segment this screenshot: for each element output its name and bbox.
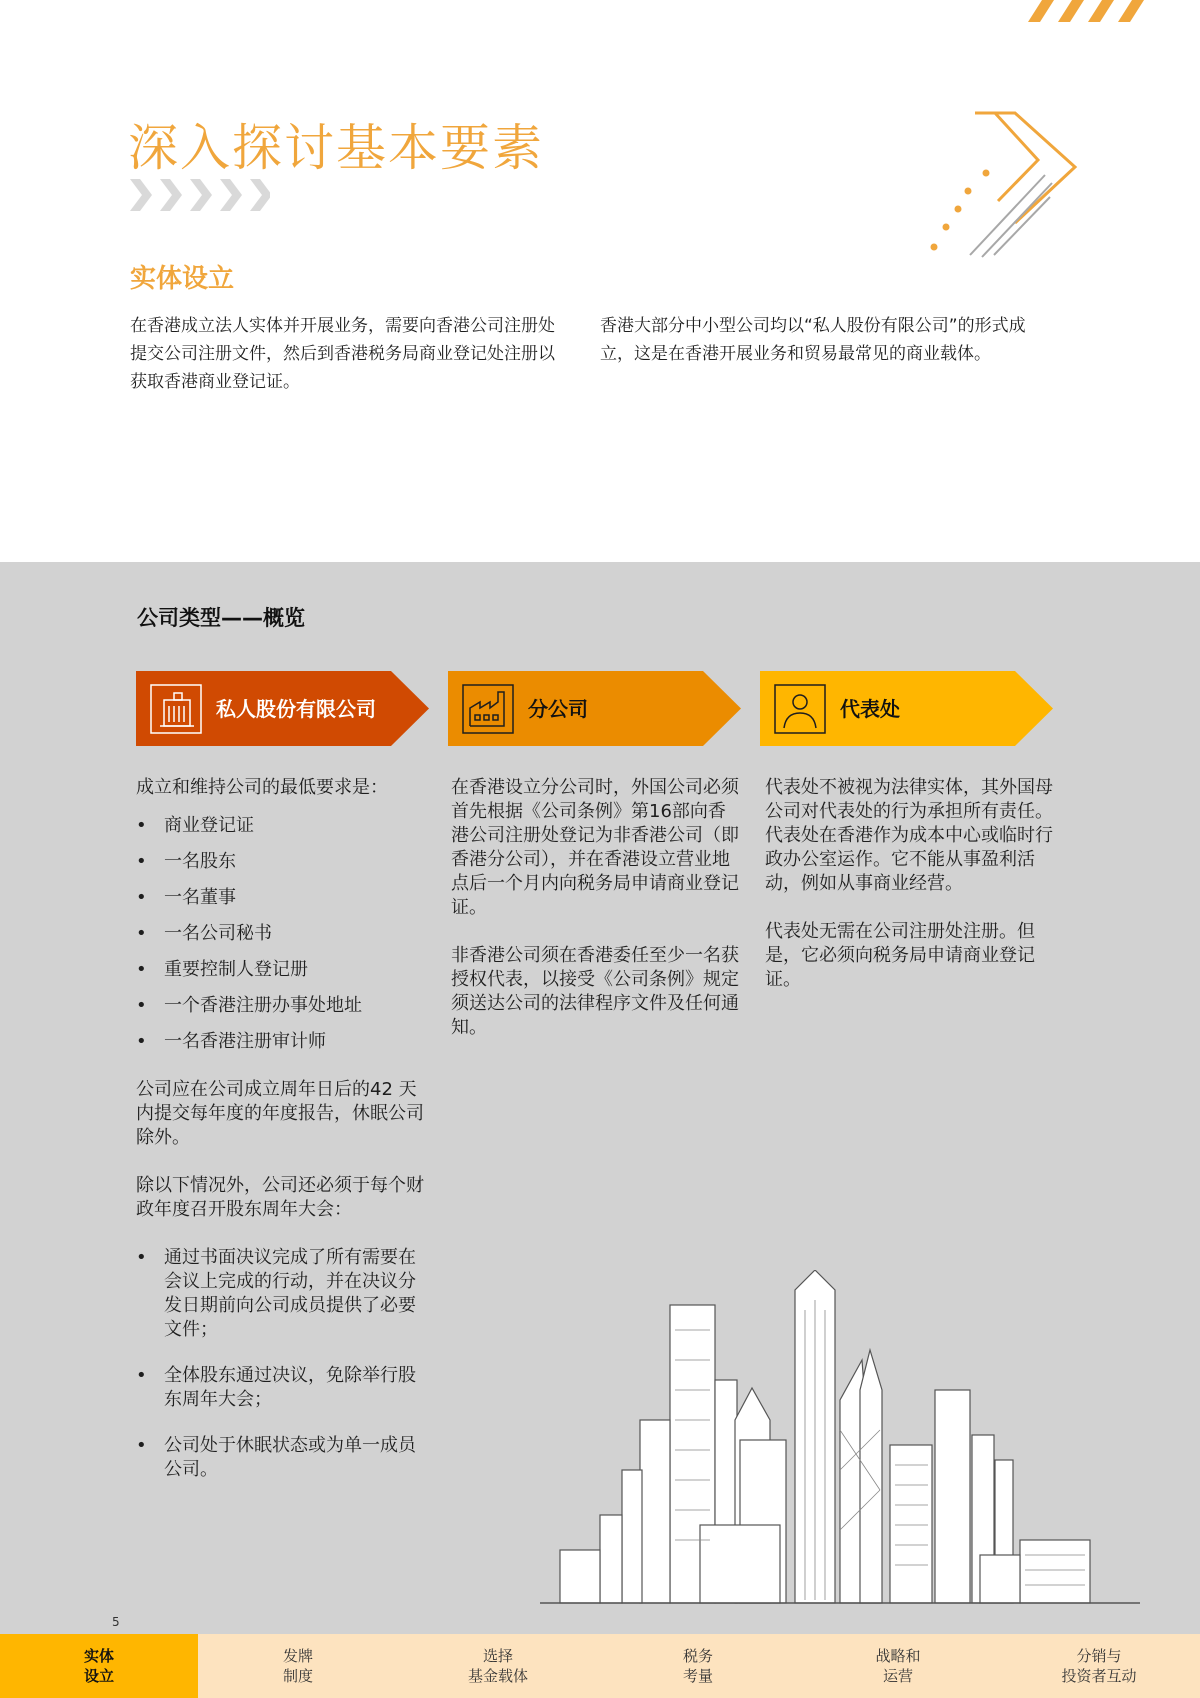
factory-icon (462, 684, 514, 734)
nav-item-strategy-operations[interactable]: 战略和 运营 (875, 1647, 921, 1685)
type-label-private-company: 私人股份有限公司 (216, 697, 376, 721)
overview-title: 公司类型——概览 (137, 606, 305, 630)
list-item: • 公司处于休眠状态或为单一成员公司。 (136, 1434, 426, 1482)
hong-kong-skyline-illustration (540, 1270, 1140, 1610)
list-item: • 一名董事 (136, 886, 426, 910)
list-item: • 重要控制人登记册 (136, 958, 426, 982)
intro-paragraph-left: 在香港成立法人实体并开展业务，需要向香港公司注册处提交公司注册文件，然后到香港税务局商业登记处注册以获取香港商业登记证。 (130, 316, 555, 392)
list-item: • 一名公司秘书 (136, 922, 426, 946)
branch-column (451, 776, 743, 1064)
person-icon (774, 684, 826, 734)
list-item: • 一名香港注册审计师 (136, 1030, 426, 1054)
type-header-branch (448, 671, 741, 746)
list-item: • 全体股东通过决议，免除举行股东周年大会； (136, 1364, 426, 1412)
chevron-arrows-decoration (130, 175, 270, 215)
list-item: • 一名股东 (136, 850, 426, 874)
annual-report-text: 公司应在公司成立周年日后的42 天内提交每年度的年度报告，休眠公司除外。 (136, 1079, 424, 1148)
nav-item-entity-setup[interactable]: 实体 设立 (0, 1634, 198, 1698)
type-header-private-company (136, 671, 429, 746)
representative-office-column (765, 776, 1070, 1016)
intro-paragraph-right: 香港大部分中小型公司均以“私人股份有限公司”的形式成立，这是在香港开展业务和贸易最常见的商业载体。 (600, 316, 1026, 364)
list-item: • 通过书面决议完成了所有需要在会议上完成的行动，并在决议分发日期前向公司成员提供了必要文件； (136, 1246, 426, 1342)
nav-item-licensing[interactable]: 发牌 制度 (282, 1647, 313, 1685)
nav-item-tax[interactable]: 税务 考量 (682, 1647, 713, 1685)
private-company-column (136, 776, 426, 1506)
requirements-intro: 成立和维持公司的最低要求是： (136, 777, 388, 798)
nav-item-fund-vehicle[interactable]: 选择 基金载体 (467, 1647, 528, 1685)
bottom-navigation (0, 1634, 1200, 1698)
agm-intro-text: 除以下情况外，公司还必须于每个财政年度召开股东周年大会： (136, 1175, 424, 1220)
agm-exceptions-list (136, 1246, 426, 1482)
nav-item-distribution[interactable]: 分销与 投资者互动 (1061, 1647, 1137, 1685)
rep-office-paragraph-1: 代表处不被视为法律实体，其外国母公司对代表处的行为承担所有责任。代表处在香港作为成本中心或临时行政办公室运作。它不能从事盈利活动，例如从事商业经营。 (765, 777, 1053, 894)
branch-paragraph-2: 非香港公司须在香港委任至少一名获授权代表，以接受《公司条例》规定须送达公司的法律程序文件及任何通知。 (451, 945, 739, 1038)
building-icon (150, 684, 202, 734)
requirements-list (136, 814, 426, 1054)
page-number: 5 (112, 1615, 120, 1629)
type-header-representative-office (760, 671, 1053, 746)
top-stripes-decoration (1020, 0, 1170, 22)
rep-office-paragraph-2: 代表处无需在公司注册处注册。但是，它必须向税务局申请商业登记证。 (765, 921, 1035, 990)
chevron-graphic-icon (920, 105, 1080, 265)
page-title: 深入探讨基本要素 (128, 119, 544, 177)
branch-paragraph-1: 在香港设立分公司时，外国公司必须首先根据《公司条例》第16部向香港公司注册处登记为非香港公司（即香港分公司），并在香港设立营业地点后一个月内向税务局申请商业登记证。 (451, 777, 739, 918)
type-label-representative-office: 代表处 (840, 697, 900, 721)
list-item: • 商业登记证 (136, 814, 426, 838)
section-title: 实体设立 (130, 264, 235, 294)
type-label-branch: 分公司 (528, 697, 588, 721)
list-item: • 一个香港注册办事处地址 (136, 994, 426, 1018)
